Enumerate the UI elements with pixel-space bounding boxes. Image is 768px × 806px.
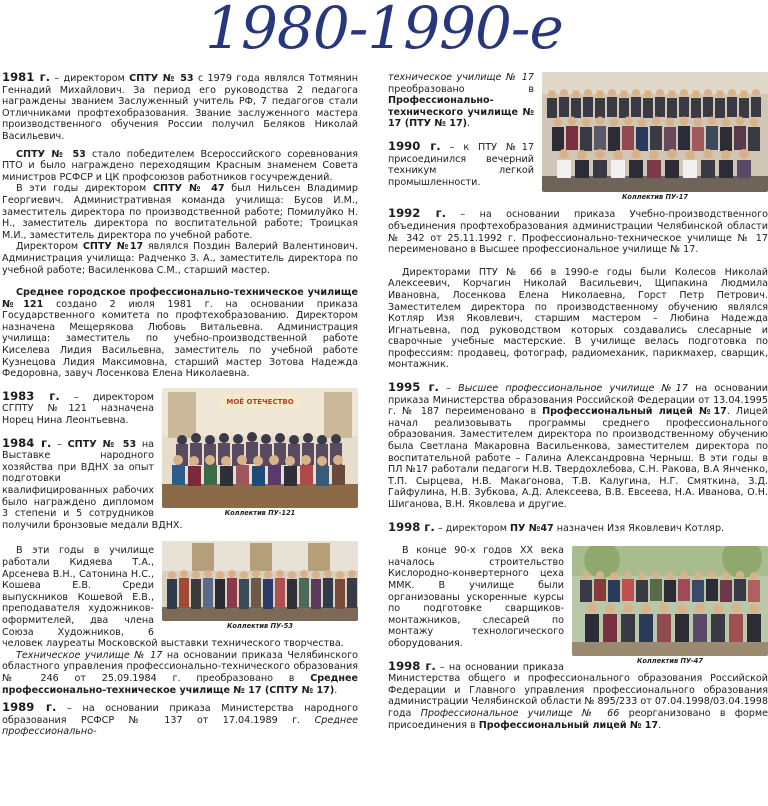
paragraph-1984: 1984 г. – СПТУ № 53 на Выставке народного хозяйства при ВДНХ за опыт подготовки квалифицированных рабочих было награждено дипломом 3 степени и 5 сотрудников получили бронзовые медали ВДНХ. [2,435,183,531]
paragraph-1995: 1995 г. – Высшее профессиональное училище №17 на основании приказа Министерства образования Российской Федерации от 13.04.1995 г. № 187 переименовано в Профессиональный лицей №17. Лицей начал реализовывать программы среднего профессионального образования. Заместителем директора по производственному обучению была Светлана Макаровна Васильенкова, заместителем директора по воспитательной работе – Галина Александровна Черныш. В эти годы в ПЛ №17 работали педагоги Н.В. Твердохлебова, С.Н. Ракова, В.А Янченко, Т.П. Сырцева, Н.В. Макагонова, Т.В. Калугина, Н.Г. Смяткина, З.Д. Гайфулина, Н.В. Зубкова, А.Д. Алексеева, В.В. Евсеева, Н.А. Иванова, О.Н. Шиганова, В.Н. Яковлева и другие. [388,380,768,510]
paragraph-1998-merger: 1998 г. – на основании приказа Министерства общего и профессионального образования Российской Федерации и Главного управления профессионального образования администрации Челябинской области № 895/233 от 07.04.1998/03.04.1998 года Профессиональное училище № 66 реорганизовано в форме присоединения в Профессиональный лицей № 17. [388,658,768,731]
paragraph-1990: 1990 г. – к ПТУ №17 присоединился вечерний техникум легкой промышленности. [388,138,534,188]
photo-pu17-figure [542,72,768,202]
paragraph-1983: 1983 г. – директором СГПТУ №121 назначена Норец Нина Леонтьевна. [2,388,154,427]
paragraph-1989-continued: техническое училище № 17 преобразовано в Профессионально-технического училище № 17 (ПТУ № 17). [388,72,534,130]
banner-text: МОЁ ОТЕЧЕСТВО [226,397,294,406]
paragraph-1998-director: 1998 г. – директором ПУ №47 назначен Изя Яковлевич Котляр. [388,519,725,534]
photo-pu47 [572,546,768,656]
photo-pu53-figure [162,541,358,631]
page-title: 1980-1990-е [205,0,563,62]
paragraph-sptu47: В эти годы директором СПТУ № 47 был Нильсен Владимир Георгиевич. Административная команда училища: Бусов И.М., заместитель директора по производственной работе; Помилуйко Н. Н., заместитель директора по воспитательной работе; Троицкая М.И., заместитель директора по учебной работе. [2,183,358,241]
paragraph-1989: 1989 г. – на основании приказа Министерства народного образования РСФСР № 137 от 17.04.1989 г. Среднее профессионально- [2,700,358,738]
left-column [2,72,358,738]
photo-pu17 [542,72,768,192]
paragraph-1981: 1981 г. – директором СПТУ № 53 с 1979 года являлся Тотмянин Геннадий Михайлович. За период его руководства 2 педагога награждены званием Заслуженный учитель РФ, 7 педагогов стали Отличниками профтехобразования. Звание заслуженного мастера производственного обучения России получил Беляков Николай Васильевич. [2,70,358,142]
paragraph-sgptu121: Среднее городское профессионально-техническое училище №121 создано 2 июля 1981 г. на основании приказа Государственного комитета по профтехобразованию. Директором назначена Мещерякова Любовь Витальевна. Администрация училища: заместитель по учебно-производственной работе Киселева Лидия Васильевна, заместитель по учебной работе Кузнецова Лидия Максимовна, старший мастер Зотова Надежда Федоровна, завуч Лосенкова Елена Николаевна. [2,287,358,380]
photo-pu53-caption: Коллектив ПУ-53 [227,622,293,631]
paragraph-1992: 1992 г. – на основании приказа Учебно-производственного объединения профтехобразования администрации Челябинской области № 342 от 25.11.1992 г. Профессионально-техническое училище № 17 переименовано в Высшее профессиональное училище № 17. [388,206,768,256]
paragraph-sptu17: Директором СПТУ №17 являлся Поздин Валерий Валентинович. Администрация училища: Радченко З. А., заместитель директора по учебной работе; Василенкова С.М., старший мастер. [2,241,358,276]
paragraph-mmk-courses: В конце 90-х годов XX века началось строительство Кислородно-конвертерного цеха ММК. В училище были организованы ускоренные курсы по подготовке сварщиков-монтажников, слесарей по монтажу технологического оборудования. [388,545,564,649]
paragraph-sptu53-award: СПТУ № 53 стало победителем Всероссийского соревнования ПТО и было награждено переходящим Красным знаменем Совета министров РСФСР и ЦК профсоюзов работников госучреждений. [2,148,358,183]
photo-pu121 [162,388,358,508]
paragraph-teachers: В эти годы в училище работали Кидяева Т.А., Арсенева В.Н., Сатонина Н.С., Кошева Е.В. Среди выпускников Кошевой Е.В., преподавателя художников-оформителей, два члена Союза Художников, 6 человек лауреаты Московской выставки технического творчества. [2,545,344,650]
paragraph-sptu17-1984: Техническое училище № 17 на основании приказа Челябинского областного управления профессионально-технического образования № 246 от 25.09.1984 г. преобразовано в Среднее профессионально-техническое училище № 17 (СПТУ № 17). [2,649,358,696]
photo-pu53 [162,541,358,621]
right-column [388,72,768,731]
photo-pu17-caption: Коллектив ПУ-17 [622,193,688,201]
photo-pu121-caption: Коллектив ПУ-121 [224,508,296,517]
photo-pu47-figure [572,546,768,666]
paragraph-ptu66: Директорами ПТУ № 66 в 1990-е годы были Колесов Николай Алексеевич, Корчагин Николай Васильевич, Щипакина Людмила Ивановна, Лосенкова Елена Николаевна, Горст Петр Петрович. Заместителем директора по производственному обучению являлся Котляр Изя Яковлевич, старшим мастером – Любина Надежда Игнатьевна, под руководством которых создавались слесарные и сварочные учебные мастерские. В училище велась подготовка по профессиям: продавец, фотограф, радиомеханик, парикмахер, сварщик, монтажник. [388,266,768,371]
photo-pu121-figure [162,388,358,518]
photo-pu47-caption: Коллектив ПУ-47 [637,657,703,666]
